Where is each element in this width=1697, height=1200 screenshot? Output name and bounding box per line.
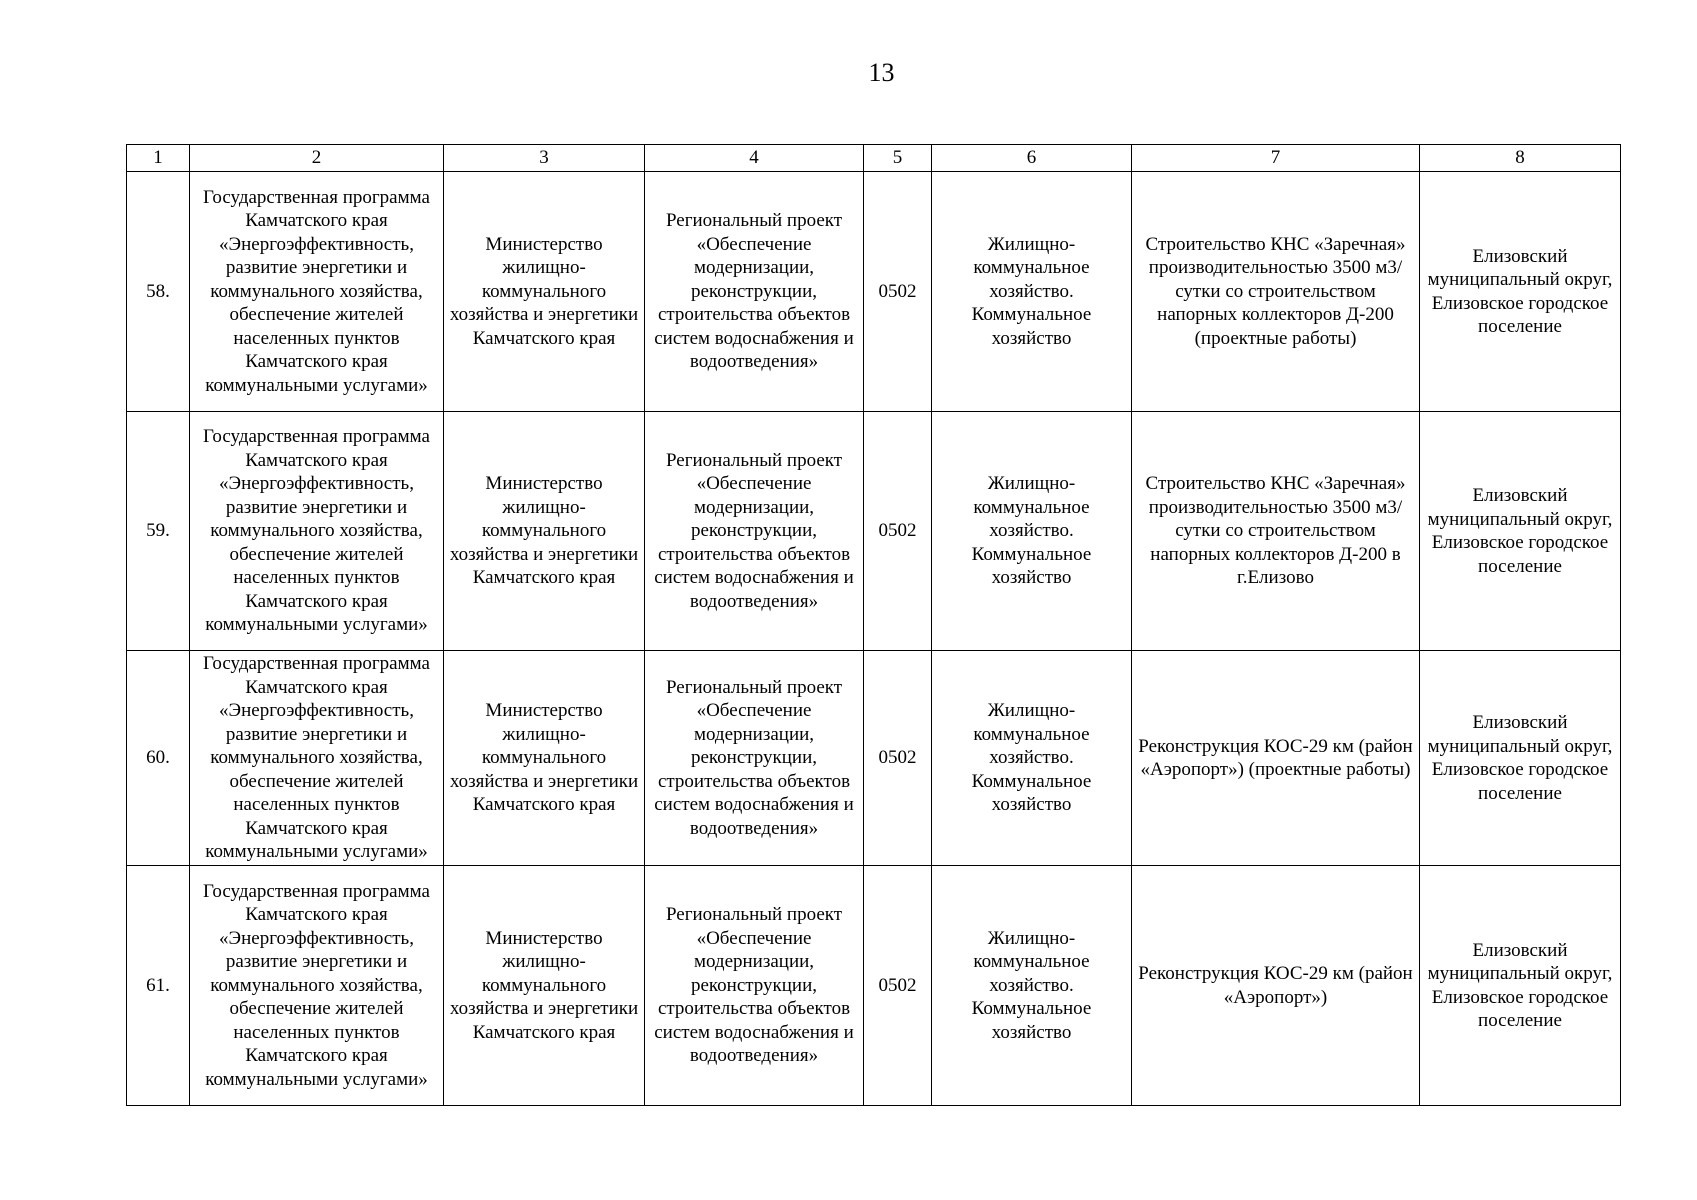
ministry-cell: Министерство жилищно-коммунального хозяйства и энергетики Камчатского края	[444, 651, 645, 866]
municipality-cell: Елизовский муниципальный округ, Елизовское городское поселение	[1420, 412, 1621, 651]
column-header-6: 6	[932, 145, 1132, 172]
sector-cell: Жилищно-коммунальное хозяйство. Коммунальное хозяйство	[932, 866, 1132, 1106]
program-cell: Государственная программа Камчатского края «Энергоэффективность, развитие энергетики и коммунального хозяйства, обеспечение жителей населенных пунктов Камчатского края коммунальными услугами»	[190, 651, 444, 866]
code-cell: 0502	[864, 651, 932, 866]
column-header-7: 7	[1132, 145, 1420, 172]
column-header-2: 2	[190, 145, 444, 172]
municipality-cell: Елизовский муниципальный округ, Елизовское городское поселение	[1420, 172, 1621, 412]
program-cell: Государственная программа Камчатского края «Энергоэффективность, развитие энергетики и коммунального хозяйства, обеспечение жителей населенных пунктов Камчатского края коммунальными услугами»	[190, 412, 444, 651]
ministry-cell: Министерство жилищно-коммунального хозяйства и энергетики Камчатского края	[444, 866, 645, 1106]
column-header-8: 8	[1420, 145, 1621, 172]
column-header-3: 3	[444, 145, 645, 172]
table-row	[127, 651, 1621, 866]
row-number: 58.	[127, 172, 190, 412]
code-cell: 0502	[864, 172, 932, 412]
ministry-cell: Министерство жилищно-коммунального хозяйства и энергетики Камчатского края	[444, 172, 645, 412]
sector-cell: Жилищно-коммунальное хозяйство. Коммунальное хозяйство	[932, 412, 1132, 651]
row-number: 61.	[127, 866, 190, 1106]
object-cell: Реконструкция КОС-29 км (район «Аэропорт»)	[1132, 866, 1420, 1106]
project-cell: Региональный проект «Обеспечение модернизации, реконструкции, строительства объектов систем водоснабжения и водоотведения»	[645, 172, 864, 412]
row-number: 59.	[127, 412, 190, 651]
code-cell: 0502	[864, 866, 932, 1106]
column-header-1: 1	[127, 145, 190, 172]
project-cell: Региональный проект «Обеспечение модернизации, реконструкции, строительства объектов систем водоснабжения и водоотведения»	[645, 412, 864, 651]
data-table	[126, 144, 1621, 1106]
table-row	[127, 172, 1621, 412]
project-cell: Региональный проект «Обеспечение модернизации, реконструкции, строительства объектов систем водоснабжения и водоотведения»	[645, 651, 864, 866]
table-row	[127, 866, 1621, 1106]
code-cell: 0502	[864, 412, 932, 651]
program-cell: Государственная программа Камчатского края «Энергоэффективность, развитие энергетики и коммунального хозяйства, обеспечение жителей населенных пунктов Камчатского края коммунальными услугами»	[190, 866, 444, 1106]
column-header-5: 5	[864, 145, 932, 172]
object-cell: Строительство КНС «Заречная» производительностью 3500 м3/сутки со строительством напорных коллекторов Д-200 (проектные работы)	[1132, 172, 1420, 412]
object-cell: Реконструкция КОС-29 км (район «Аэропорт») (проектные работы)	[1132, 651, 1420, 866]
column-header-4: 4	[645, 145, 864, 172]
table-header-row	[127, 145, 1621, 172]
program-cell: Государственная программа Камчатского края «Энергоэффективность, развитие энергетики и коммунального хозяйства, обеспечение жителей населенных пунктов Камчатского края коммунальными услугами»	[190, 172, 444, 412]
ministry-cell: Министерство жилищно-коммунального хозяйства и энергетики Камчатского края	[444, 412, 645, 651]
object-cell: Строительство КНС «Заречная» производительностью 3500 м3/сутки со строительством напорных коллекторов Д-200 в г.Елизово	[1132, 412, 1420, 651]
municipality-cell: Елизовский муниципальный округ, Елизовское городское поселение	[1420, 651, 1621, 866]
row-number: 60.	[127, 651, 190, 866]
sector-cell: Жилищно-коммунальное хозяйство. Коммунальное хозяйство	[932, 172, 1132, 412]
project-cell: Региональный проект «Обеспечение модернизации, реконструкции, строительства объектов систем водоснабжения и водоотведения»	[645, 866, 864, 1106]
page-number: 13	[868, 58, 895, 87]
table-row	[127, 412, 1621, 651]
sector-cell: Жилищно-коммунальное хозяйство. Коммунальное хозяйство	[932, 651, 1132, 866]
municipality-cell: Елизовский муниципальный округ, Елизовское городское поселение	[1420, 866, 1621, 1106]
